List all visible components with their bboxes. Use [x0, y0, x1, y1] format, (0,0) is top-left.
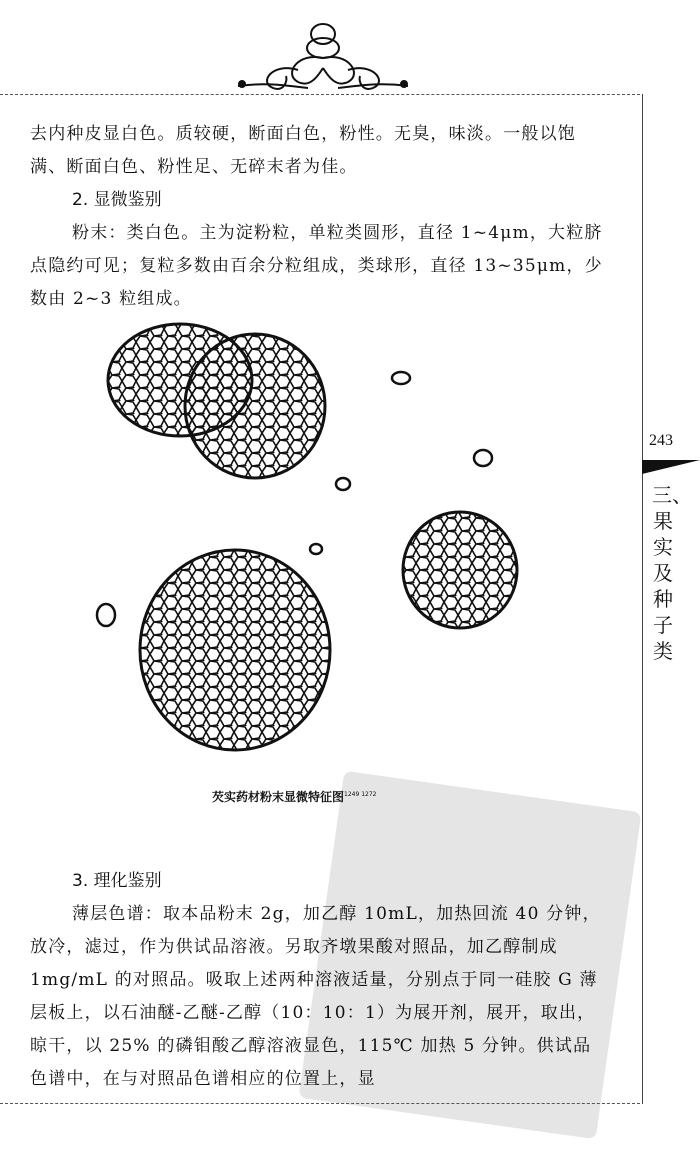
footer-rule	[0, 1103, 640, 1104]
ornament-icon	[228, 12, 418, 94]
chapter-tab: 三、果实及种子类	[652, 483, 692, 663]
watermark-stamp	[298, 771, 641, 1140]
section-heading-microscopic: 2. 显微鉴别	[72, 190, 162, 210]
margin-rule	[642, 94, 643, 1104]
section-heading-physicochemical: 3. 理化鉴别	[72, 871, 162, 891]
header-rule	[0, 94, 640, 95]
page-number: 243	[649, 432, 673, 449]
tab-marker-icon	[642, 460, 700, 474]
starch-granule-figure	[80, 310, 540, 780]
intro-paragraph: 去内种皮显白色。质较硬，断面白色，粉性。无臭，味淡。一般以饱满、断面白色、粉性足、无碎末者为佳。	[30, 124, 576, 177]
physicochemical-paragraph: 薄层色谱：取本品粉末 2g，加乙醇 10mL，加热回流 40 分钟，放冷，滤过，作为供试品溶液。另取齐墩果酸对照品，加乙醇制成 1mg/mL 的对照品。吸取上述两种溶液适量，分别点于同一硅胶 G 薄层板上，以石油醚-乙醚-乙醇（10：10：1）为展开剂，展开，取出，晾干，以 25% 的磷钼酸乙醇溶液显色，115℃ 加热 5 分钟。供试品色谱中，在与对照品色谱相应的位置上，显	[30, 904, 601, 1089]
figure-caption: 芡实药材粉末显微特征图$^{1249 1272}$	[212, 790, 377, 804]
microscopic-paragraph: 粉末：类白色。主为淀粉粒，单粒类圆形，直径 1~4μm，大粒脐点隐约可见；复粒多数由百余分粒组成，类球形，直径 13~35μm，少数由 2~3 粒组成。	[30, 223, 603, 309]
